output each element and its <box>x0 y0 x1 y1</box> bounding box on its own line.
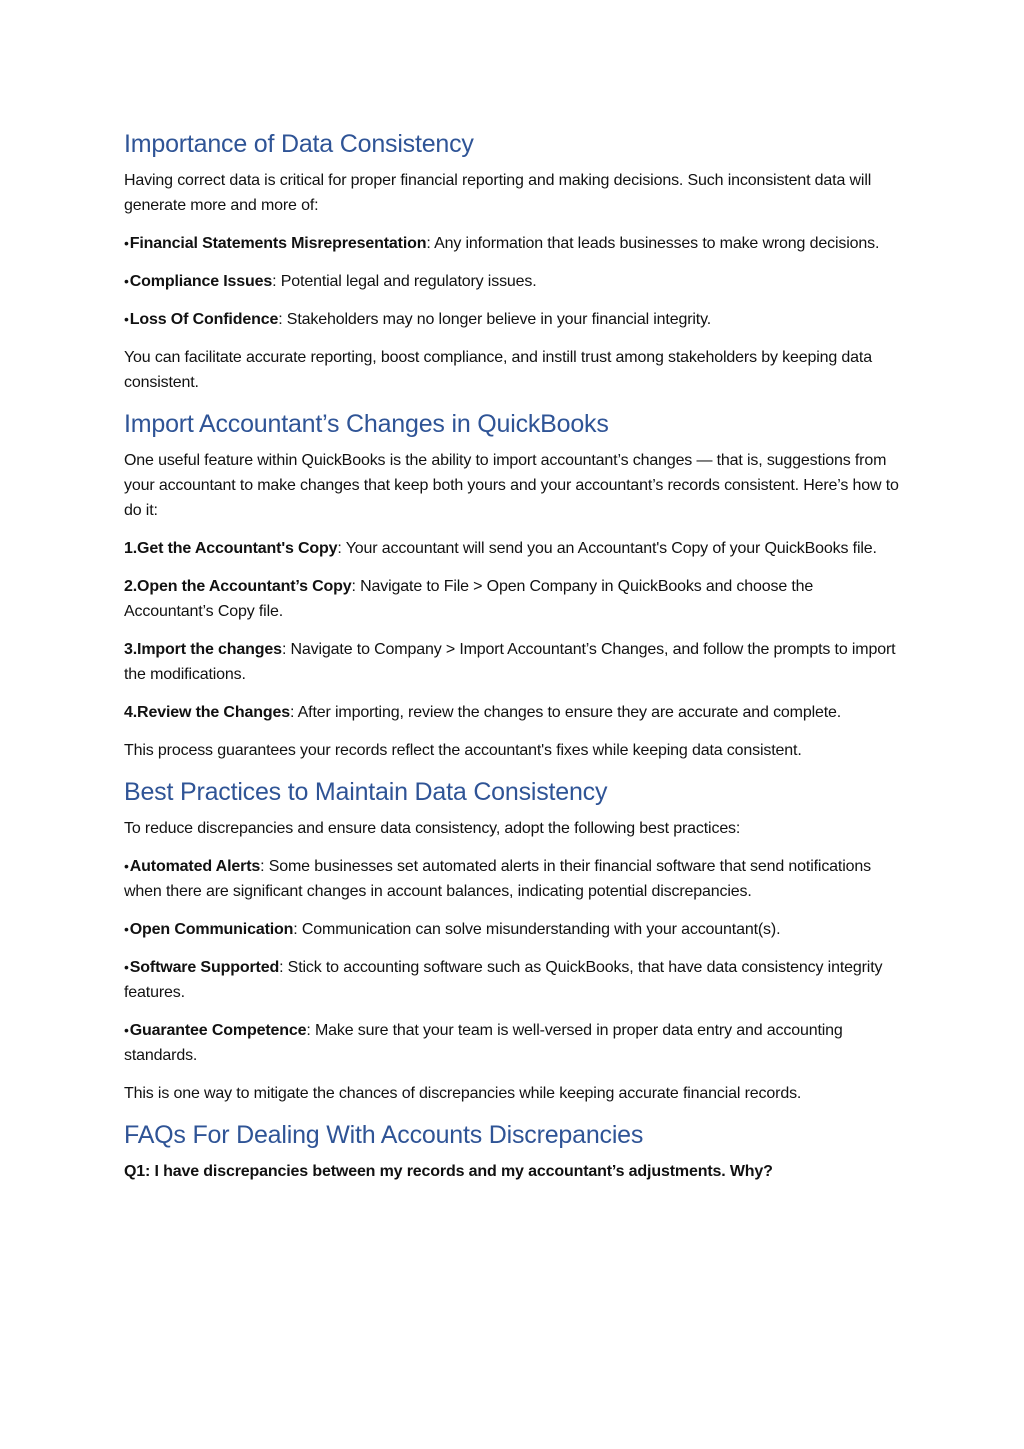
section-heading: Importance of Data Consistency <box>124 130 474 158</box>
bullet-marker: • <box>124 858 129 874</box>
section-outro: This process guarantees your records reflect the accountant's fixes while keeping data consistent. <box>124 742 802 759</box>
section-heading: Best Practices to Maintain Data Consistency <box>124 778 608 806</box>
item-text: : Make sure that your team is well-versed in proper data entry and accounting standards. <box>124 1022 843 1064</box>
step-number: 1. <box>124 540 138 557</box>
list-item <box>124 269 904 294</box>
document-page <box>124 128 904 1197</box>
item-term: Compliance Issues <box>129 273 273 290</box>
bullet-marker: • <box>124 273 129 289</box>
step-number: 2. <box>124 578 138 595</box>
step-number: 3. <box>124 641 138 658</box>
section-data-consistency <box>124 128 904 395</box>
step-term: Review the Changes <box>137 704 290 721</box>
bullet-marker: • <box>124 959 129 975</box>
list-item <box>124 955 904 1005</box>
item-term: Financial Statements Misrepresentation <box>129 235 427 252</box>
list-item <box>124 231 904 256</box>
item-term: Automated Alerts <box>129 858 261 875</box>
section-intro: Having correct data is critical for proper financial reporting and making decisions. Such inconsistent data will generate more and more of: <box>124 172 872 214</box>
step-text: : Navigate to Company > Import Accountant’s Changes, and follow the prompts to import the modifications. <box>124 641 896 683</box>
item-text: : Some businesses set automated alerts in their financial software that send notifications when there are significant changes in account balances, indicating potential discrepancies. <box>124 858 871 900</box>
item-text: : Communication can solve misunderstanding with your accountant(s). <box>293 921 781 938</box>
step-number: 4. <box>124 704 138 721</box>
bullet-marker: • <box>124 921 129 937</box>
item-text: : Any information that leads businesses to make wrong decisions. <box>426 235 880 252</box>
step-text: : Navigate to File > Open Company in QuickBooks and choose the Accountant’s Copy file. <box>124 578 814 620</box>
step-term: Open the Accountant’s Copy <box>137 578 352 595</box>
section-outro: You can facilitate accurate reporting, boost compliance, and instill trust among stakeholders by keeping data consistent. <box>124 349 872 391</box>
section-best-practices <box>124 776 904 1106</box>
numbered-step <box>124 536 904 561</box>
item-term: Software Supported <box>129 959 280 976</box>
section-intro: One useful feature within QuickBooks is the ability to import accountant’s changes — that is, suggestions from your accountant to make changes that keep both yours and your accountant’s records consistent. Here’s how to do it: <box>124 452 899 519</box>
step-text: : Your accountant will send you an Accountant's Copy of your QuickBooks file. <box>337 540 877 557</box>
question-text: Q1: I have discrepancies between my records and my accountant’s adjustments. Why? <box>124 1163 773 1180</box>
item-text: : Potential legal and regulatory issues. <box>272 273 537 290</box>
numbered-step <box>124 700 904 725</box>
section-faqs <box>124 1119 904 1184</box>
list-item <box>124 854 904 904</box>
numbered-step <box>124 637 904 687</box>
step-text: : After importing, review the changes to ensure they are accurate and complete. <box>289 704 842 721</box>
bullet-marker: • <box>124 1022 129 1038</box>
step-term: Import the changes <box>137 641 282 658</box>
section-outro: This is one way to mitigate the chances of discrepancies while keeping accurate financial records. <box>124 1085 802 1102</box>
section-import-changes <box>124 408 904 763</box>
item-term: Guarantee Competence <box>129 1022 307 1039</box>
item-text: : Stick to accounting software such as QuickBooks, that have data consistency integrity features. <box>124 959 883 1001</box>
faq-question <box>124 1159 904 1184</box>
item-text: : Stakeholders may no longer believe in your financial integrity. <box>278 311 712 328</box>
step-term: Get the Accountant's Copy <box>137 540 338 557</box>
section-heading: FAQs For Dealing With Accounts Discrepancies <box>124 1121 644 1149</box>
bullet-marker: • <box>124 235 129 251</box>
section-intro: To reduce discrepancies and ensure data consistency, adopt the following best practices: <box>124 820 741 837</box>
list-item <box>124 1018 904 1068</box>
list-item <box>124 917 904 942</box>
list-item <box>124 307 904 332</box>
numbered-step <box>124 574 904 624</box>
section-heading: Import Accountant’s Changes in QuickBooks <box>124 410 609 438</box>
bullet-marker: • <box>124 311 129 327</box>
item-term: Open Communication <box>129 921 294 938</box>
item-term: Loss Of Confidence <box>129 311 279 328</box>
